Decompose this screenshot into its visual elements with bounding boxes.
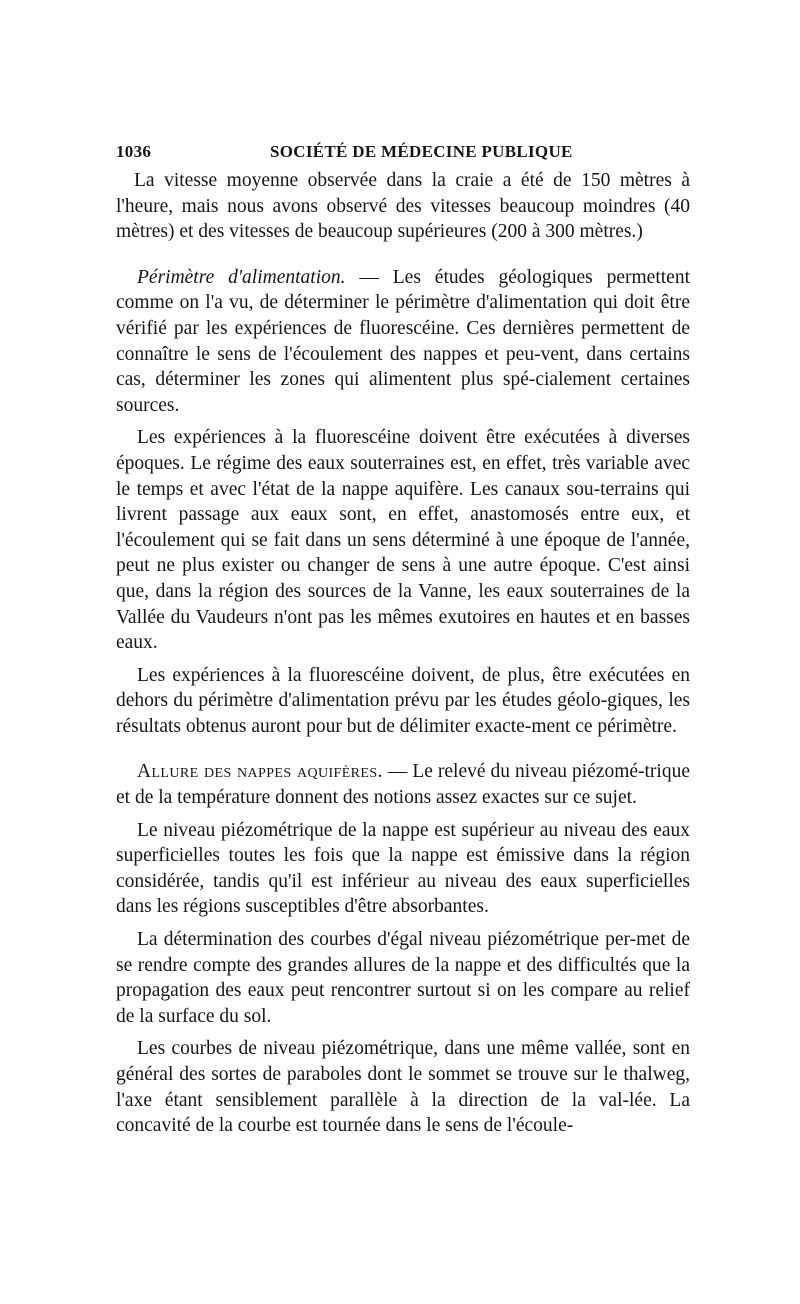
paragraph-seasonal-experiments: Les expériences à la fluorescéine doivent être exécutées à diverses époques. Le régime des eaux souterraines est, en effet, très variable avec le temps et avec l'état de la nappe aquifère. Les canaux sou-terrains qui livrent passage aux eaux sont, en effet, anastomosés entre eux, et l'écoulement qui se fait dans un sens déterminé à une époque de l'année, peut ne plus exister ou changer de sens à une autre époque. C'est ainsi que, dans la région des sources de la Vanne, les eaux souterraines de la Vallée du Vaudeurs n'ont pas les mêmes exutoires en hautes et en basses eaux. bbox=[116, 427, 690, 654]
paragraph-piezometric-level: Le niveau piézométrique de la nappe est supérieur au niveau des eaux superficielles toutes les fois que la nappe est émissive dans la région considérée, tandis qu'il est inférieur au niveau des eaux superficielles dans les régions susceptibles d'être absorbantes. bbox=[116, 819, 690, 918]
page-number: 1036 bbox=[116, 142, 152, 161]
journal-title: SOCIÉTÉ DE MÉDECINE PUBLIQUE bbox=[270, 142, 573, 161]
section-heading-allure: Allure des nappes aquifères. bbox=[137, 761, 383, 783]
paragraph-flow-velocity: La vitesse moyenne observée dans la craie a été de 150 mètres à l'heure, mais nous avons observé des vitesses beaucoup moindres (40 mètres) et des vitesses de beaucoup supérieures (200 à 300 mètres.) bbox=[116, 170, 690, 243]
paragraph-level-curves: La détermination des courbes d'égal niveau piézométrique per-met de se rendre compte des grandes allures de la nappe et des difficultés que la propagation des eaux peut rencontrer surtout si on les compare au relief de la surface du sol. bbox=[116, 929, 690, 1027]
paragraph-heading-perimetre: Périmètre d'alimentation. bbox=[137, 266, 346, 288]
book-page bbox=[116, 138, 690, 1139]
paragraph-allure-nappes bbox=[116, 759, 690, 810]
paragraph-body-allure: — Le relevé du niveau piézomé-trique et de la température donnent des notions assez exactes sur ce sujet. bbox=[116, 761, 690, 809]
paragraph-body-perimetre: — Les études géologiques permettent comme on l'a vu, de déterminer le périmètre d'alimentation qui doit être vérifié par les expériences de fluorescéine. Ces dernières permettent de connaître le sens de l'écoulement des nappes et peu-vent, dans certains cas, déterminer les zones qui alimentent plus spé-cialement certaines sources. bbox=[116, 266, 690, 416]
paragraph-parabolas: Les courbes de niveau piézométrique, dans une même vallée, sont en général des sortes de paraboles dont le sommet se trouve sur le thalweg, l'axe étant sensiblement parallèle à la direction de la val-lée. La concavité de la courbe est tournée dans le sens de l'écoule- bbox=[116, 1038, 690, 1137]
paragraph-outside-perimeter: Les expériences à la fluorescéine doivent, de plus, être exécutées en dehors du périmètre d'alimentation prévu par les études géolo-giques, les résultats obtenus auront pour but de délimiter exacte-ment ce périmètre. bbox=[116, 664, 690, 737]
paragraph-perimetre-alimentation bbox=[116, 265, 690, 419]
running-head bbox=[116, 138, 690, 168]
